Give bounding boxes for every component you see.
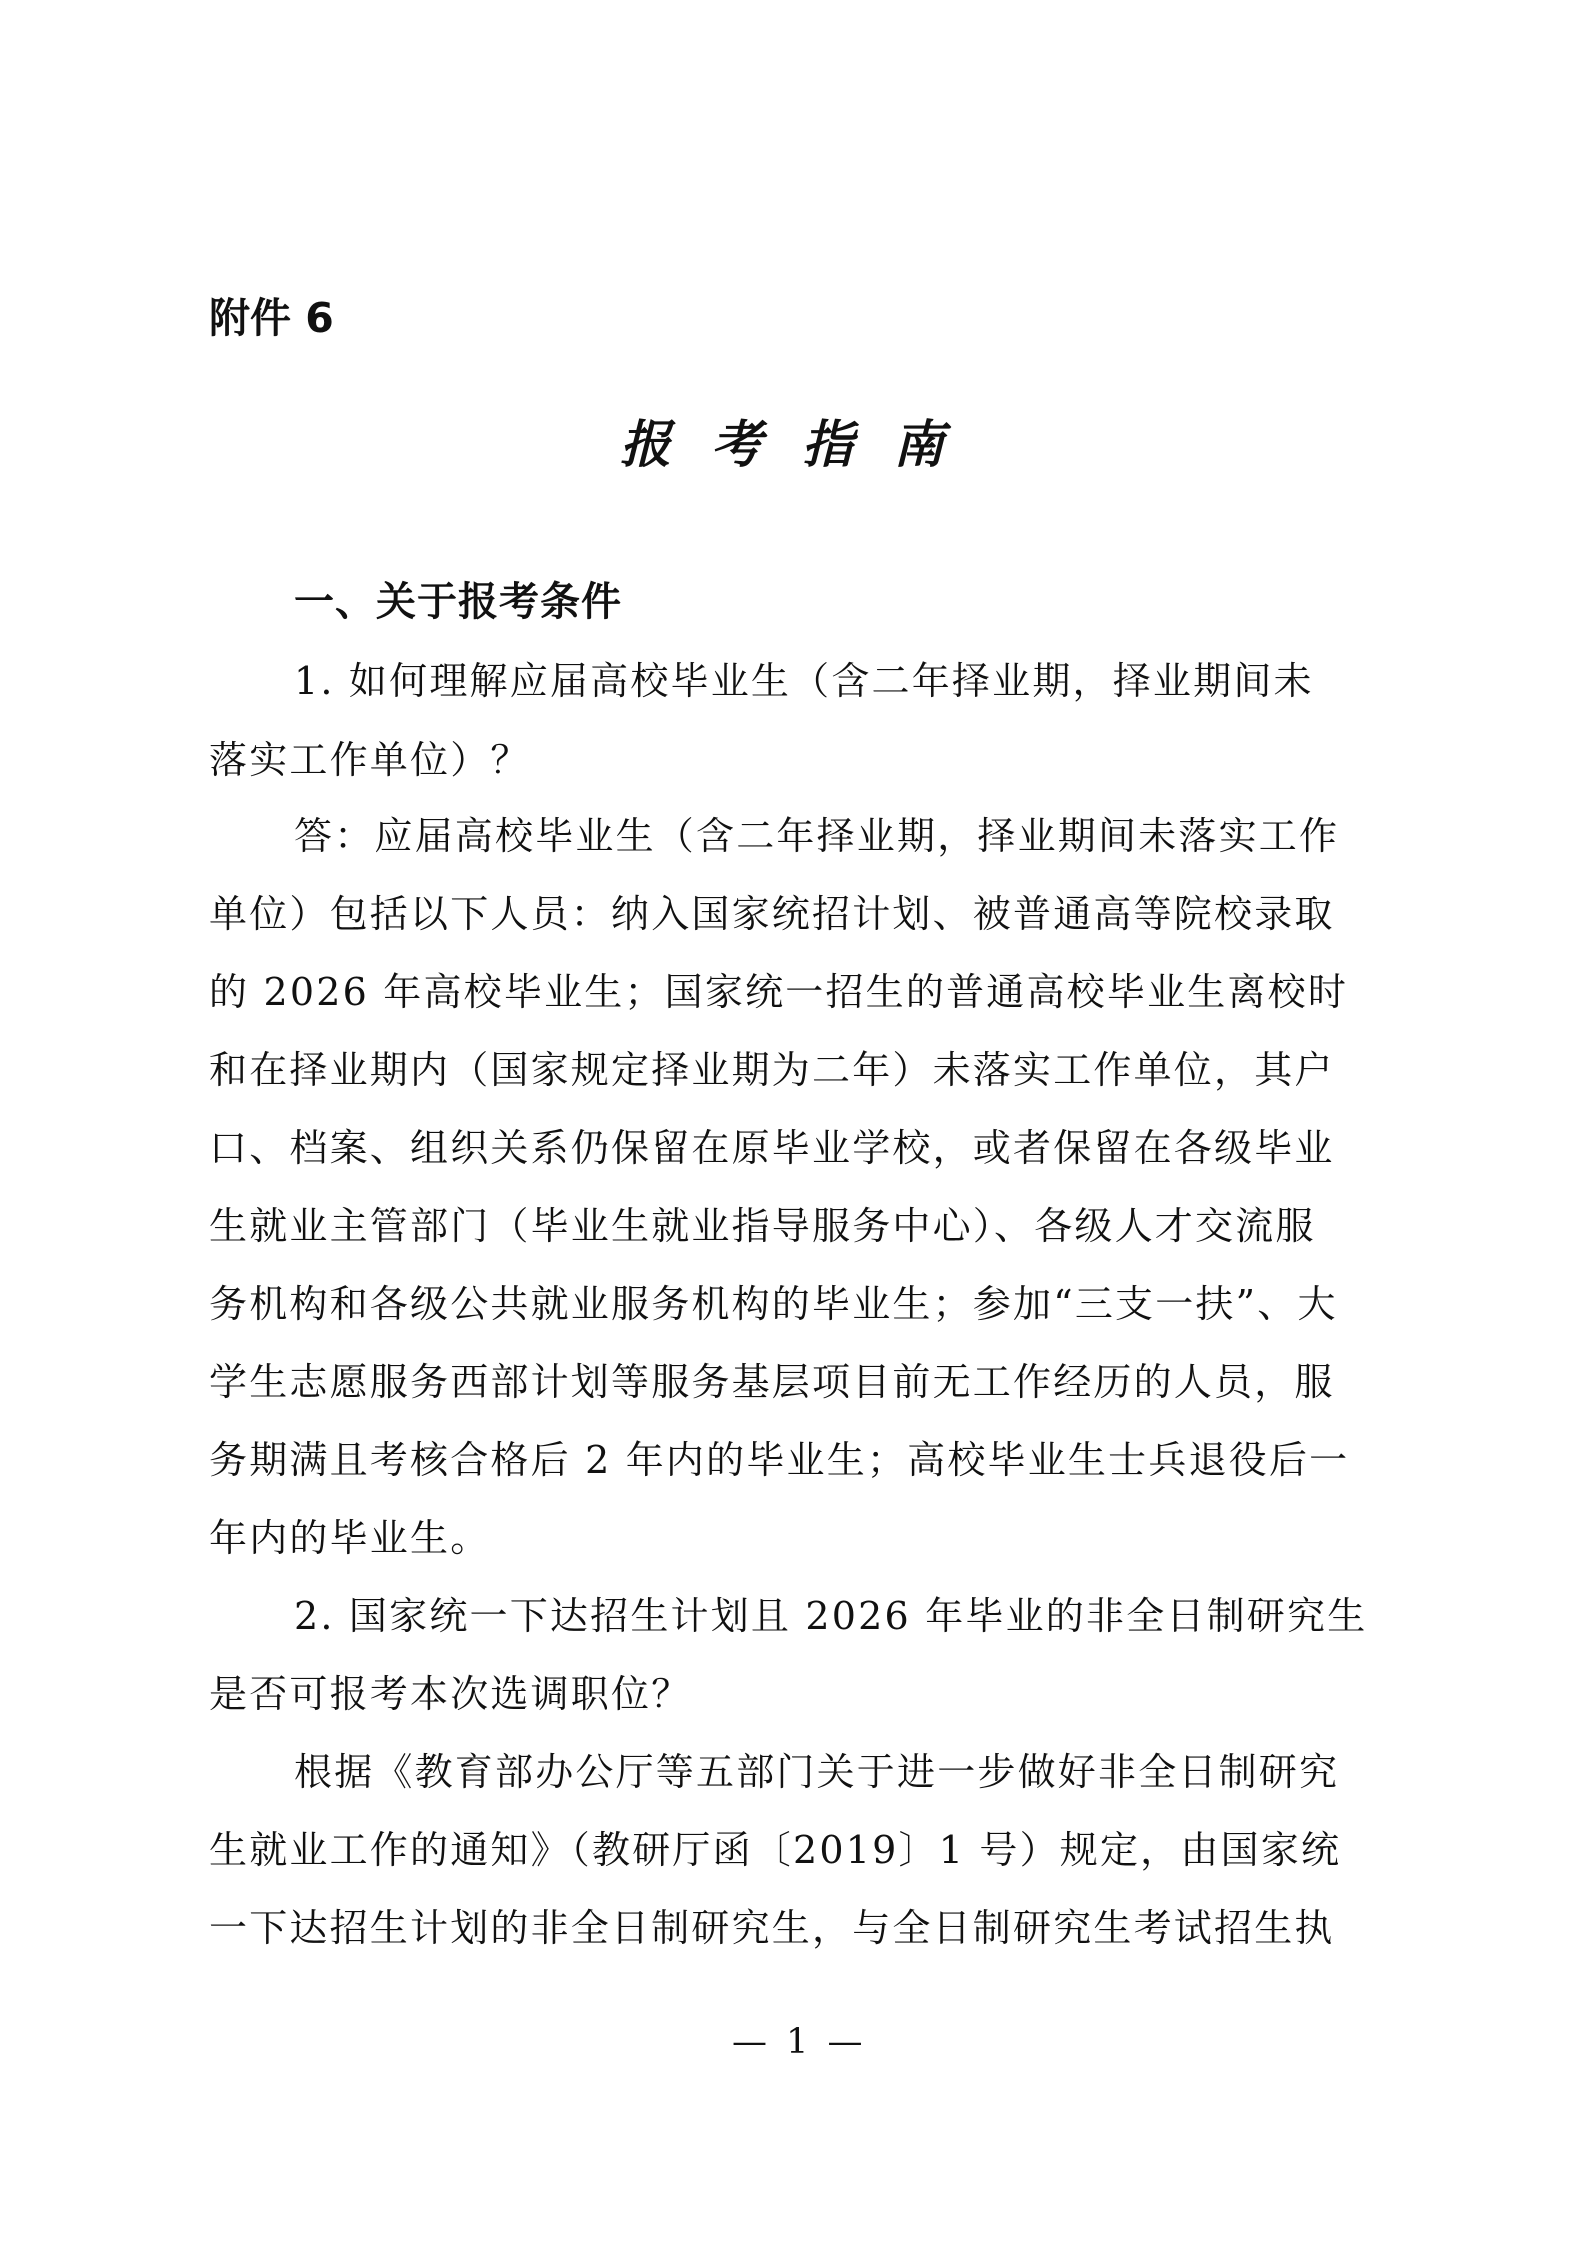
body-line-answer: 生就业主管部门（毕业生就业指导服务中心）、各级人才交流服 xyxy=(209,1204,1316,1248)
body-line-answer: 单位）包括以下人员：纳入国家统招计划、被普通高等院校录取 xyxy=(209,892,1335,936)
body-line-answer: 口、档案、组织关系仍保留在原毕业学校，或者保留在各级毕业 xyxy=(209,1126,1335,1170)
document-title: 报考指南 xyxy=(620,415,985,475)
body-line-answer: 学生志愿服务西部计划等服务基层项目前无工作经历的人员，服 xyxy=(209,1360,1335,1404)
body-line-answer-2-start: 根据《教育部办公厅等五部门关于进一步做好非全日制研究 xyxy=(294,1750,1340,1794)
section-heading: 一、关于报考条件 xyxy=(294,579,622,625)
body-line-answer-2: 一下达招生计划的非全日制研究生，与全日制研究生考试招生执 xyxy=(209,1906,1335,1950)
attachment-label: 附件 6 xyxy=(209,294,334,342)
body-line-question-1: 1. 如何理解应届高校毕业生（含二年择业期，择业期间未 xyxy=(294,659,1314,703)
body-line-answer-end: 年内的毕业生。 xyxy=(209,1516,491,1560)
body-line-question-2: 2. 国家统一下达招生计划且 2026 年毕业的非全日制研究生 xyxy=(294,1594,1368,1638)
body-line-answer-start: 答：应届高校毕业生（含二年择业期，择业期间未落实工作 xyxy=(294,814,1340,858)
body-line-question-1-continuation: 落实工作单位）？ xyxy=(209,738,531,782)
body-line-answer: 务机构和各级公共就业服务机构的毕业生；参加“三支一扶”、大 xyxy=(209,1282,1338,1326)
body-line-question-2-continuation: 是否可报考本次选调职位？ xyxy=(209,1672,692,1716)
body-line-answer: 务期满且考核合格后 2 年内的毕业生；高校毕业生士兵退役后一 xyxy=(209,1438,1350,1482)
body-line-answer: 的 2026 年高校毕业生；国家统一招生的普通高校毕业生离校时 xyxy=(209,970,1349,1014)
body-line-answer: 和在择业期内（国家规定择业期为二年）未落实工作单位，其户 xyxy=(209,1048,1335,1092)
page-number: — 1 — xyxy=(732,2022,867,2062)
body-line-answer-2: 生就业工作的通知》（教研厅函〔2019〕1 号）规定，由国家统 xyxy=(209,1828,1342,1872)
